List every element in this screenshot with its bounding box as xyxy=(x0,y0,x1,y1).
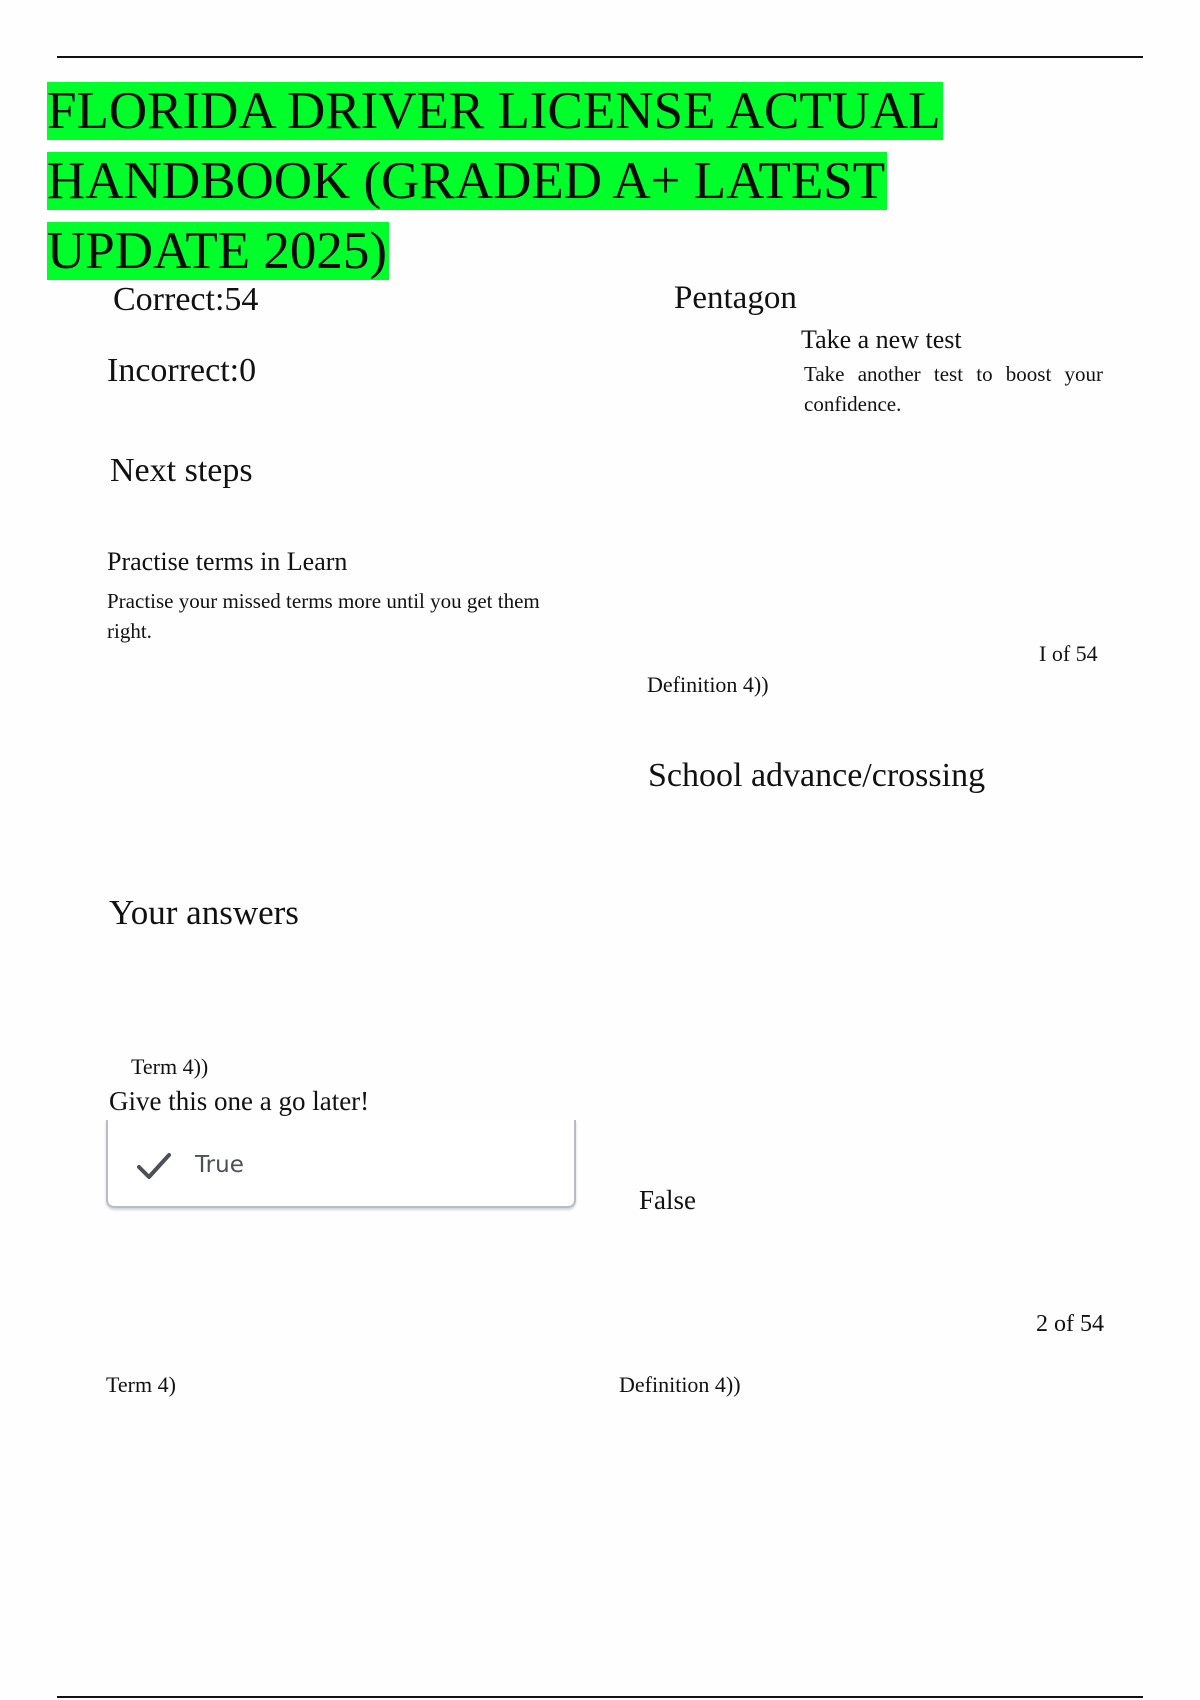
definition-label: Definition 4)) xyxy=(647,672,769,697)
practise-learn-description: Practise your missed terms more until you get them right. xyxy=(107,589,540,643)
take-new-test-link[interactable]: Take a new test xyxy=(801,325,962,354)
stray-label: Pentagon xyxy=(674,280,797,316)
answer-feedback: Give this one a go later! xyxy=(109,1086,370,1116)
question-counter-2: 2 of 54 xyxy=(1036,1311,1104,1337)
your-answers-heading: Your answers xyxy=(109,893,299,932)
document-title-text: FLORIDA DRIVER LICENSE ACTUAL HANDBOOK (GRADED A+ LATEST UPDATE 2025) xyxy=(47,82,941,280)
correct-count: Correct:54 xyxy=(113,281,259,318)
selected-answer-label: True xyxy=(195,1152,244,1178)
selected-answer-option[interactable] xyxy=(106,1120,576,1208)
check-icon xyxy=(136,1150,172,1182)
term-label-2: Term 4) xyxy=(106,1372,176,1397)
take-new-test-description: Take another test to boost your confidence. xyxy=(804,362,1103,416)
term-label: Term 4)) xyxy=(131,1054,209,1079)
definition-label-2: Definition 4)) xyxy=(619,1372,741,1397)
question-definition: School advance/crossing xyxy=(648,757,986,794)
document-title xyxy=(47,76,1057,286)
top-divider xyxy=(57,56,1143,58)
false-answer-option[interactable]: False xyxy=(639,1185,696,1215)
incorrect-count: Incorrect:0 xyxy=(107,352,257,389)
next-steps-heading: Next steps xyxy=(110,452,253,489)
question-counter: I of 54 xyxy=(1039,641,1098,666)
practise-learn-link[interactable]: Practise terms in Learn xyxy=(107,547,348,576)
bottom-divider xyxy=(57,1696,1143,1698)
